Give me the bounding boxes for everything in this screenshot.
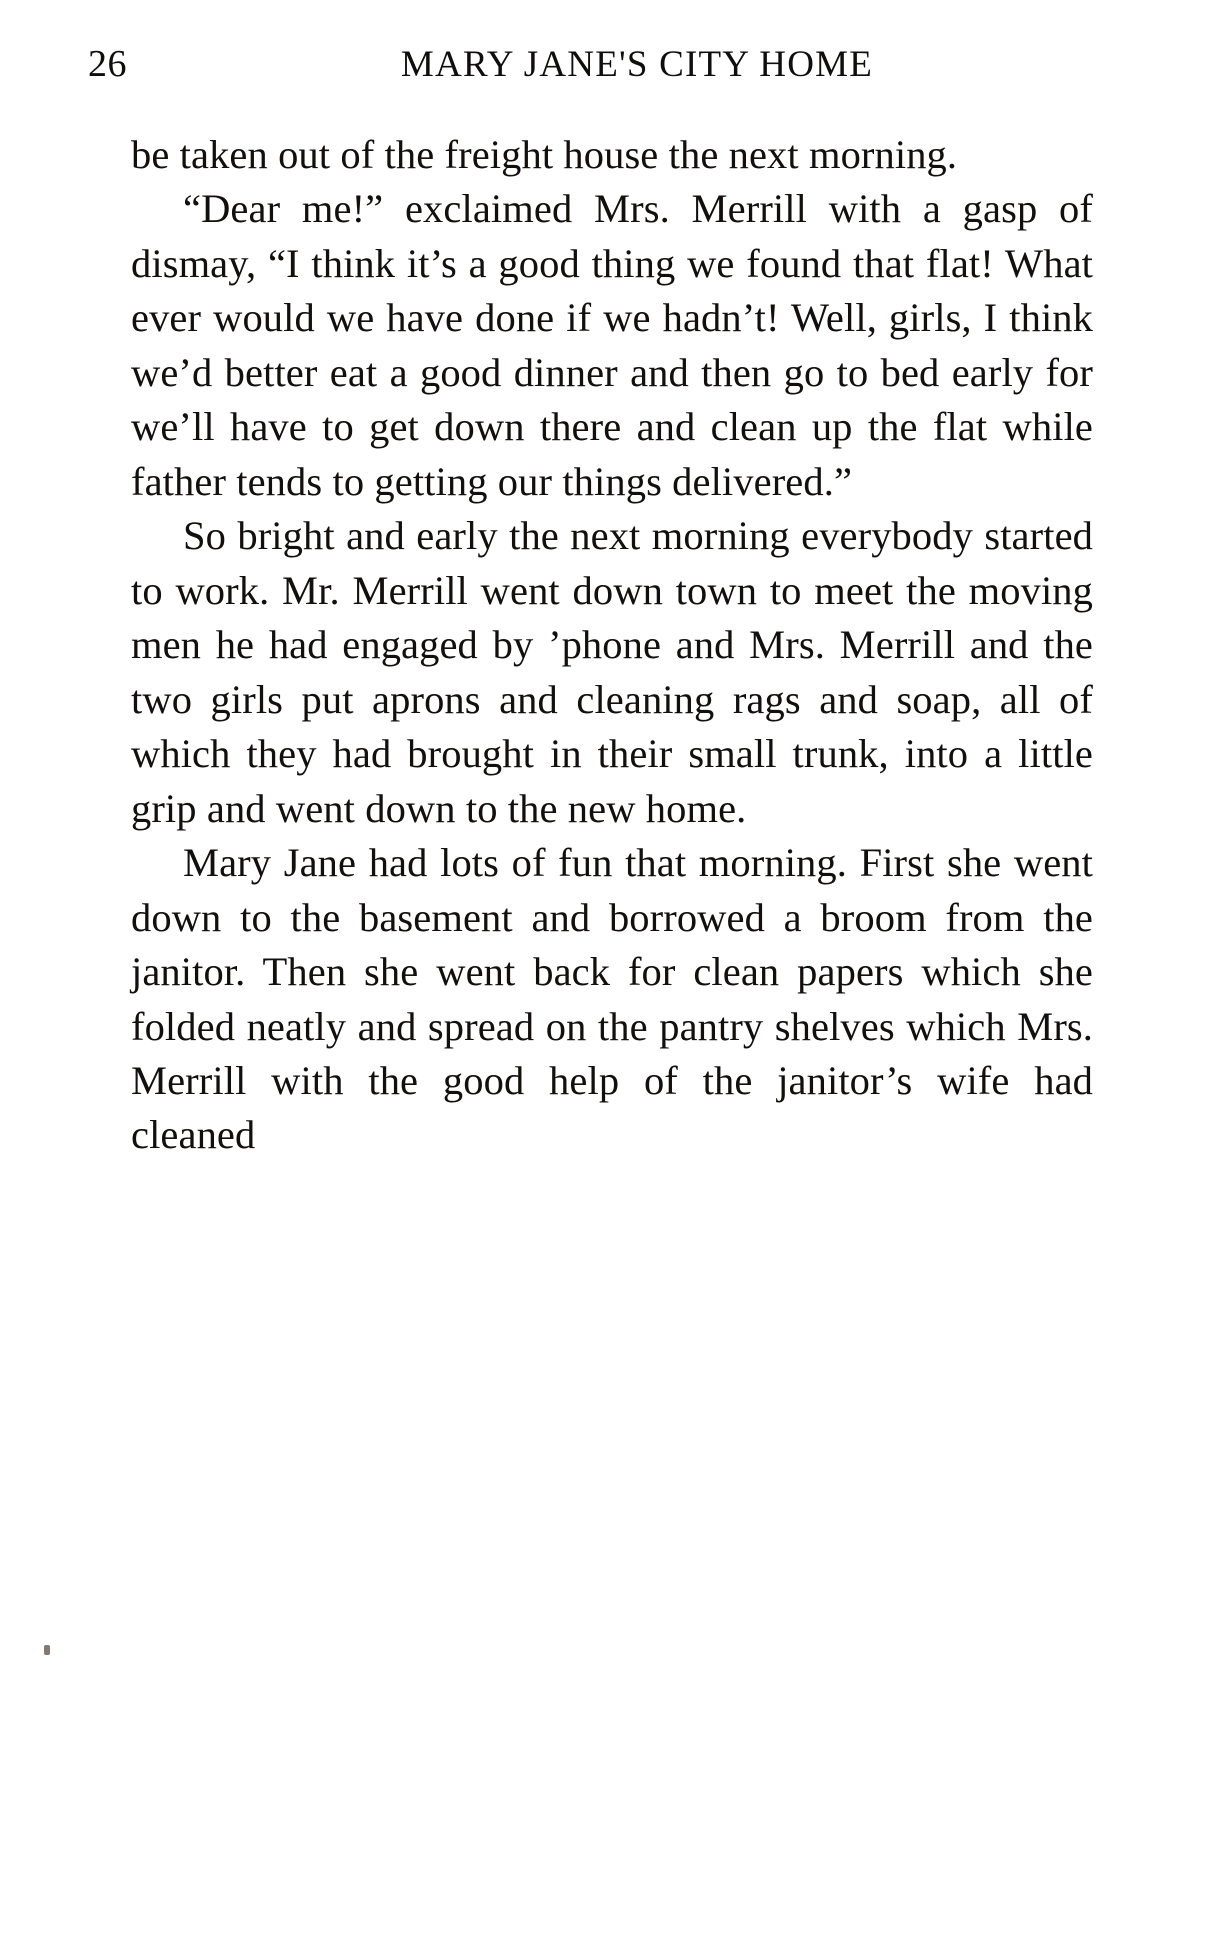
paragraph: “Dear me!” exclaimed Mrs. Merrill with a gasp of dismay, “I think it’s a good thing we found that flat! What ever would we have done if we hadn’t! Well, girls, I think we’d better eat a good dinner and then go to bed early for we’ll have to get down there and clean up the flat while father tends to getting our things delivered.” xyxy=(131,186,1093,504)
running-title: MARY JANE'S CITY HOME xyxy=(400,44,874,85)
page-header xyxy=(88,42,1136,106)
paragraph: Mary Jane had lots of fun that morning. First she went down to the basement and borrowed a broom from the janitor. Then she went back for clean papers which she folded neatly and spread on the pantry shelves which Mrs. Merrill with the good help of the janitor’s wife had cleaned xyxy=(131,840,1093,1158)
body-text xyxy=(131,128,1093,1163)
page-number: 26 xyxy=(88,43,127,85)
margin-speck xyxy=(44,1645,50,1655)
paragraph: be taken out of the freight house the next morning. xyxy=(131,132,958,177)
paragraph: So bright and early the next morning everybody started to work. Mr. Merrill went down town to meet the moving men he had engaged by ’phone and Mrs. Merrill and the two girls put aprons and cleaning rags and soap, all of which they had brought in their small trunk, into a little grip and went down to the new home. xyxy=(131,513,1093,831)
